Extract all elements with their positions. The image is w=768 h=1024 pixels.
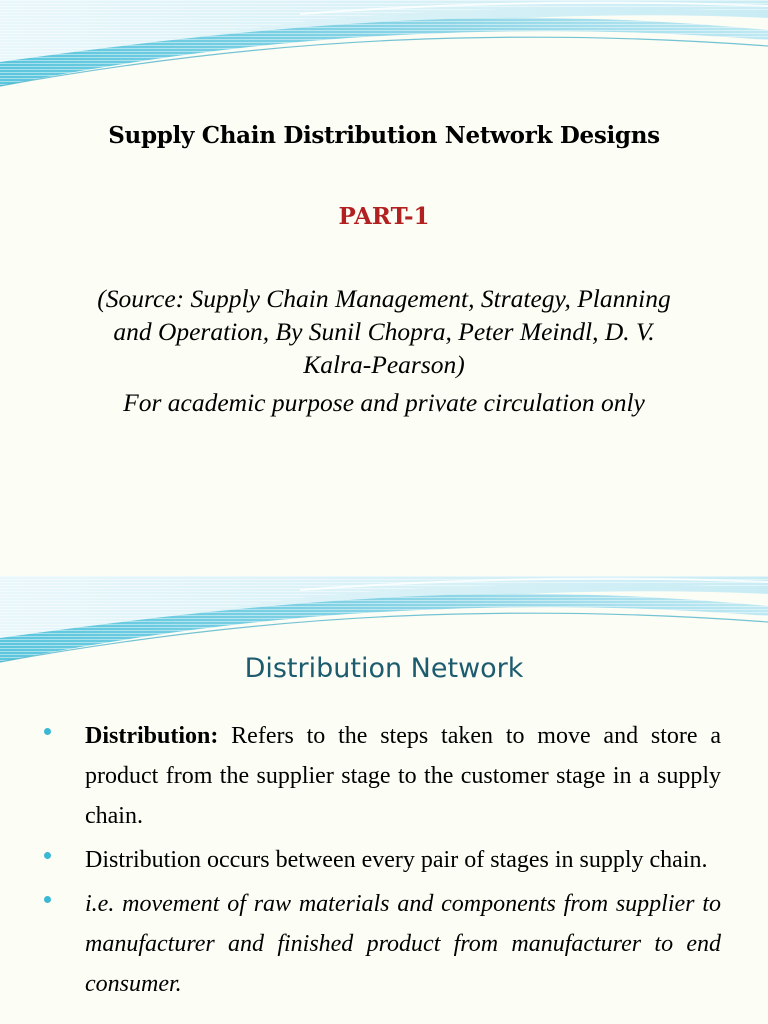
bullet-icon xyxy=(44,728,51,735)
bullet-text: Distribution occurs between every pair of stages in supply chain. xyxy=(85,847,708,873)
bullet-icon xyxy=(44,896,51,903)
bullet-item xyxy=(0,716,768,836)
bullet-icon xyxy=(44,852,51,859)
wave-banner-decoration xyxy=(0,0,768,110)
bullet-item xyxy=(0,884,768,1004)
slide-title-heading: Supply Chain Distribution Network Designs xyxy=(108,122,660,149)
part-label: PART-1 xyxy=(338,203,430,230)
source-line: Kalra-Pearson) xyxy=(303,350,465,379)
bullet-text: i.e. movement of raw materials and components from supplier to manufacturer and finished product from manufacturer to end consumer. xyxy=(85,891,721,997)
bullet-body: Refers to the steps taken to move and store a product from the supplier stage to the customer stage in a supply chain. xyxy=(85,723,721,829)
source-citation xyxy=(50,282,718,381)
bullet-list xyxy=(0,716,768,1008)
source-line: (Source: Supply Chain Management, Strategy, Planning xyxy=(97,284,671,313)
source-line: and Operation, By Sunil Chopra, Peter Meindl, D. V. xyxy=(113,317,655,346)
academic-note: For academic purpose and private circulation only xyxy=(123,388,645,417)
slide-distribution-network xyxy=(0,576,768,1024)
bullet-item xyxy=(0,840,768,880)
bullet-term: Distribution: xyxy=(85,723,219,749)
slide-heading: Distribution Network xyxy=(244,653,524,684)
bullet-text xyxy=(85,716,721,836)
